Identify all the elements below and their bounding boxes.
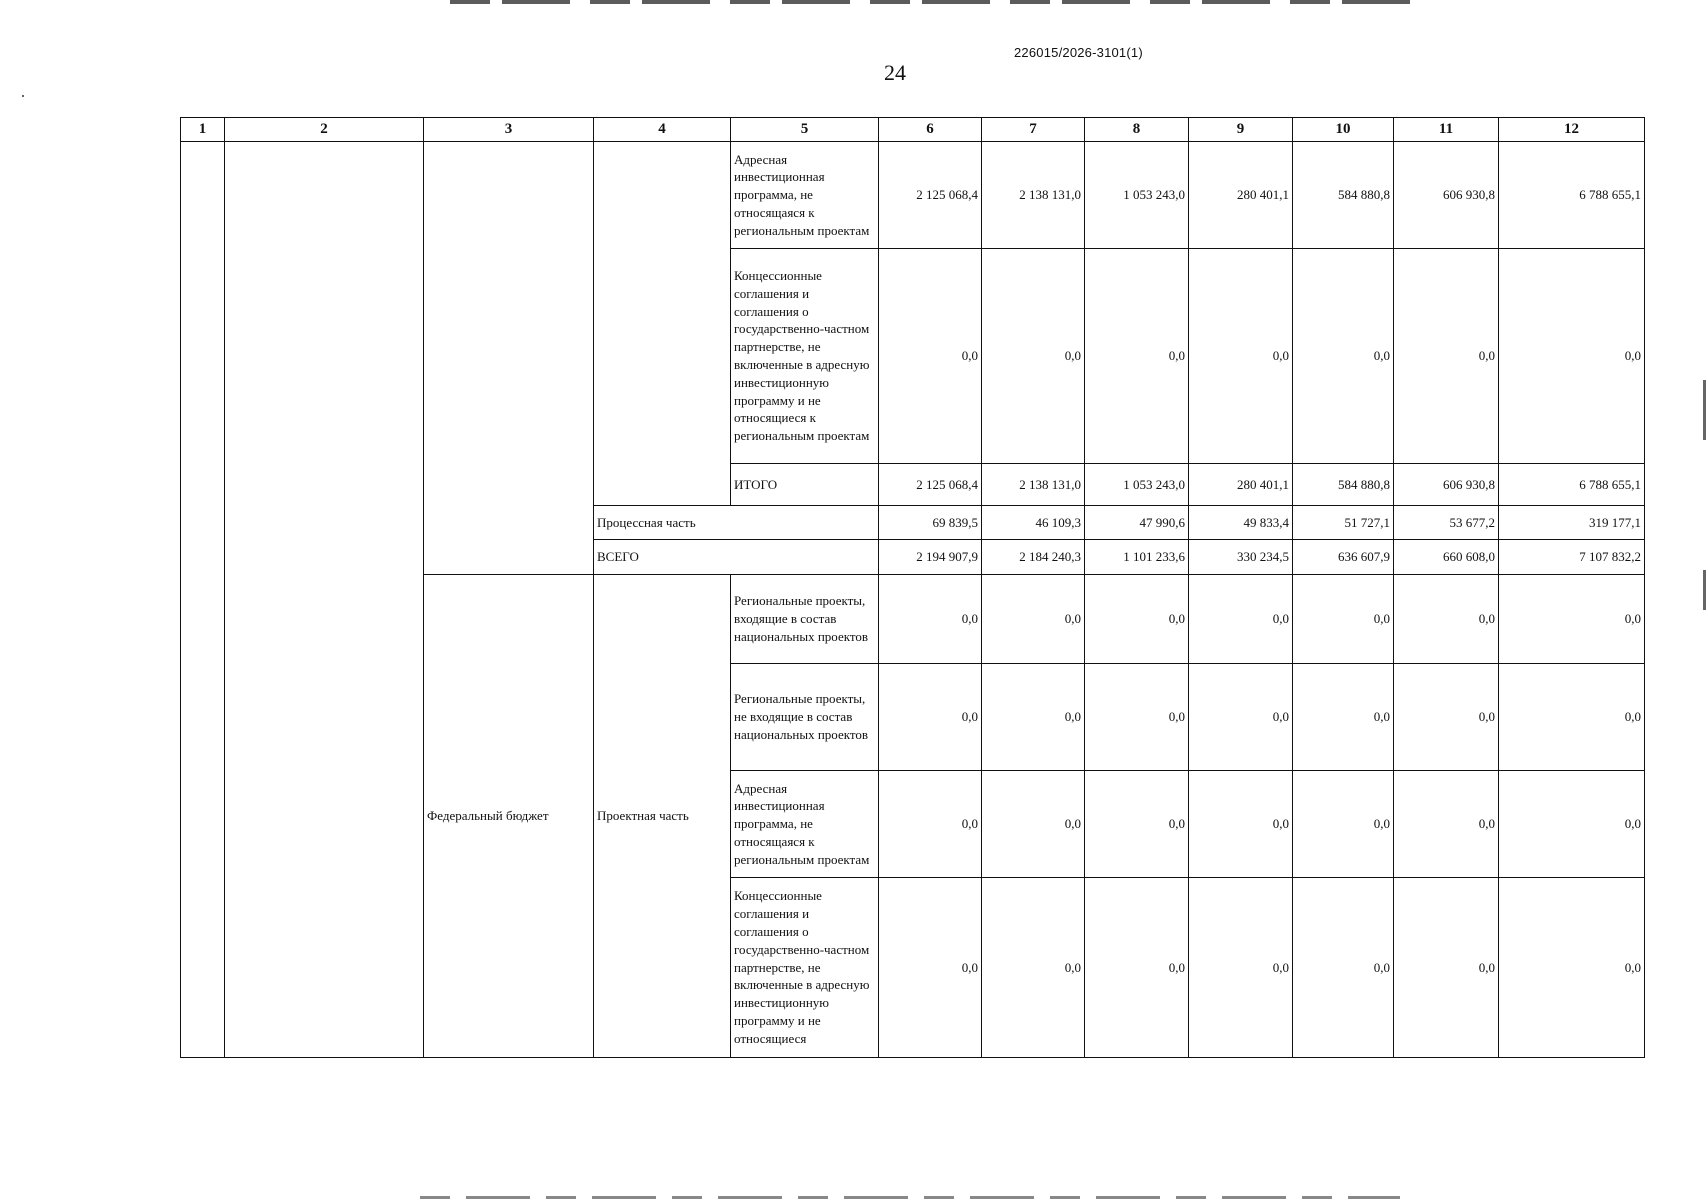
value-cell: 2 125 068,4 [879, 142, 982, 249]
document-number: 226015/2026-3101(1) [1014, 45, 1143, 60]
value-cell: 49 833,4 [1189, 506, 1293, 540]
cell-col4 [594, 142, 731, 506]
value-cell: 69 839,5 [879, 506, 982, 540]
value-cell: 660 608,0 [1394, 540, 1499, 575]
part-label: Проектная часть [594, 575, 731, 1058]
value-cell: 606 930,8 [1394, 142, 1499, 249]
col-header: 8 [1085, 118, 1189, 142]
value-cell: 0,0 [982, 249, 1085, 464]
value-cell: 7 107 832,2 [1499, 540, 1645, 575]
value-cell: 280 401,1 [1189, 142, 1293, 249]
value-cell: 47 990,6 [1085, 506, 1189, 540]
col-header: 11 [1394, 118, 1499, 142]
value-cell: 53 677,2 [1394, 506, 1499, 540]
value-cell: 51 727,1 [1293, 506, 1394, 540]
row-label: Адресная инвестиционная программа, не относящаяся к региональным проектам [731, 771, 879, 878]
value-cell: 2 184 240,3 [982, 540, 1085, 575]
value-cell: 0,0 [1085, 575, 1189, 664]
value-cell: 0,0 [1085, 249, 1189, 464]
value-cell: 280 401,1 [1189, 464, 1293, 506]
value-cell: 584 880,8 [1293, 464, 1394, 506]
value-cell: 2 194 907,9 [879, 540, 982, 575]
col-header: 4 [594, 118, 731, 142]
scan-artifact-bottom [420, 1196, 1400, 1199]
value-cell: 2 138 131,0 [982, 142, 1085, 249]
value-cell: 0,0 [1085, 771, 1189, 878]
value-cell: 0,0 [982, 664, 1085, 771]
value-cell: 0,0 [1394, 575, 1499, 664]
value-cell: 0,0 [982, 575, 1085, 664]
value-cell: 0,0 [1189, 878, 1293, 1058]
col-header: 7 [982, 118, 1085, 142]
budget-table [180, 117, 1645, 1058]
value-cell: 6 788 655,1 [1499, 142, 1645, 249]
value-cell: 0,0 [1499, 249, 1645, 464]
col-header: 5 [731, 118, 879, 142]
value-cell: 0,0 [879, 771, 982, 878]
col-header: 1 [181, 118, 225, 142]
budget-source-label: Федеральный бюджет [424, 575, 594, 1058]
value-cell: 0,0 [1189, 249, 1293, 464]
row-label: Региональные проекты, входящие в состав национальных проектов [731, 575, 879, 664]
value-cell: 0,0 [1499, 878, 1645, 1058]
value-cell: 46 109,3 [982, 506, 1085, 540]
value-cell: 636 607,9 [1293, 540, 1394, 575]
col-header: 6 [879, 118, 982, 142]
value-cell: 0,0 [1293, 771, 1394, 878]
value-cell: 0,0 [879, 249, 982, 464]
value-cell: 0,0 [1085, 664, 1189, 771]
value-cell: 6 788 655,1 [1499, 464, 1645, 506]
col-header: 3 [424, 118, 594, 142]
col-header: 2 [225, 118, 424, 142]
value-cell: 0,0 [1499, 771, 1645, 878]
row-label: Процессная часть [594, 506, 879, 540]
row-label: ВСЕГО [594, 540, 879, 575]
cell-col3 [424, 142, 594, 575]
value-cell: 0,0 [1293, 878, 1394, 1058]
header-row [181, 118, 1645, 142]
value-cell: 319 177,1 [1499, 506, 1645, 540]
cell-col1 [181, 142, 225, 1058]
scan-speck [22, 95, 24, 97]
value-cell: 0,0 [1394, 249, 1499, 464]
value-cell: 0,0 [1189, 771, 1293, 878]
value-cell: 0,0 [1394, 664, 1499, 771]
value-cell: 0,0 [982, 878, 1085, 1058]
value-cell: 0,0 [879, 575, 982, 664]
value-cell: 0,0 [1189, 575, 1293, 664]
table-row [181, 142, 1645, 249]
row-label: Региональные проекты, не входящие в состав национальных проектов [731, 664, 879, 771]
value-cell: 2 138 131,0 [982, 464, 1085, 506]
value-cell: 1 053 243,0 [1085, 464, 1189, 506]
value-cell: 0,0 [1499, 575, 1645, 664]
value-cell: 1 101 233,6 [1085, 540, 1189, 575]
value-cell: 0,0 [982, 771, 1085, 878]
value-cell: 0,0 [1293, 575, 1394, 664]
value-cell: 0,0 [1394, 878, 1499, 1058]
value-cell: 584 880,8 [1293, 142, 1394, 249]
value-cell: 606 930,8 [1394, 464, 1499, 506]
value-cell: 330 234,5 [1189, 540, 1293, 575]
page-number: 24 [884, 60, 906, 85]
row-label: Концессионные соглашения и соглашения о государственно-частном партнерстве, не включенные в адресную инвестиционную программу и не относящиеся к региональным проектам [731, 249, 879, 464]
col-header: 10 [1293, 118, 1394, 142]
value-cell: 0,0 [1085, 878, 1189, 1058]
scan-artifact-top [450, 0, 1410, 4]
row-label: ИТОГО [731, 464, 879, 506]
row-label: Адресная инвестиционная программа, не относящаяся к региональным проектам [731, 142, 879, 249]
cell-col2 [225, 142, 424, 1058]
value-cell: 0,0 [879, 664, 982, 771]
value-cell: 0,0 [1293, 249, 1394, 464]
value-cell: 0,0 [1293, 664, 1394, 771]
value-cell: 1 053 243,0 [1085, 142, 1189, 249]
row-label: Концессионные соглашения и соглашения о государственно-частном партнерстве, не включенные в адресную инвестиционную программу и не относящиеся [731, 878, 879, 1058]
value-cell: 0,0 [1499, 664, 1645, 771]
col-header: 9 [1189, 118, 1293, 142]
value-cell: 2 125 068,4 [879, 464, 982, 506]
col-header: 12 [1499, 118, 1645, 142]
value-cell: 0,0 [1394, 771, 1499, 878]
value-cell: 0,0 [879, 878, 982, 1058]
value-cell: 0,0 [1189, 664, 1293, 771]
